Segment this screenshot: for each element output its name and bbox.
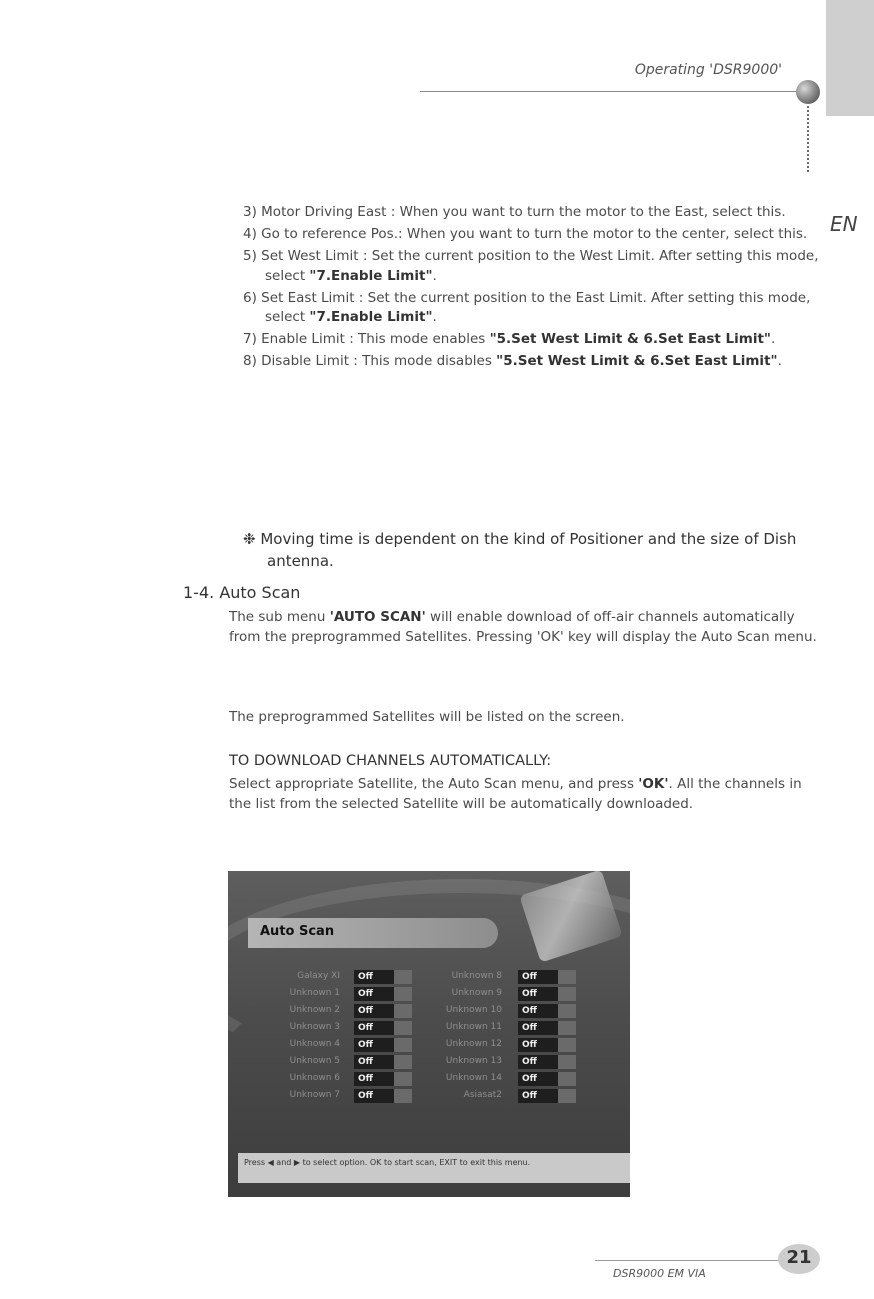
item-number: 6) [243,289,257,306]
list-item [243,247,823,286]
text-run: The sub menu [229,609,330,625]
language-tab: EN [830,212,858,236]
text-run: . All the channels in the list from the selected Satellite will be automatically downloaded. [229,776,802,812]
satellite-name: Asiasat2 [463,1090,502,1100]
item-tail: . [777,353,782,369]
item-text: Go to reference Pos.: When you want to turn the motor to the center, select this. [261,226,808,242]
scan-option-value[interactable]: Off [354,1038,412,1052]
item-bold-text: "7.Enable Limit" [309,267,433,284]
list-item [243,330,823,350]
item-bold-text: "7.Enable Limit" [309,309,433,325]
item-number: 4) [243,226,257,242]
satellite-name: Unknown 7 [289,1090,340,1100]
item-text: Set East Limit : Set the current position to the East Limit. After setting this mode, select [261,289,811,325]
bold-text: 'OK' [638,776,669,792]
note-text: Moving time is dependent on the kind of Positioner and the size of Dish antenna. [260,530,797,570]
scan-option-value[interactable]: Off [518,1038,576,1052]
satellite-name: Unknown 8 [451,971,502,981]
footer-model: DSR9000 EM VIA [613,1267,706,1280]
scan-option-value[interactable]: Off [518,1055,576,1069]
text-run: Select appropriate Satellite, the Auto Scan menu, and press [229,776,639,792]
text-run: will enable download of off-air channels automatically from the preprogrammed Satellites. Pressing 'OK' key will display the Auto Scan menu. [229,609,817,645]
scan-option-value[interactable]: Off [518,987,576,1001]
scan-option-value[interactable]: Off [354,970,412,984]
satellite-name: Unknown 11 [445,1022,502,1032]
item-bold-text: "5.Set West Limit & 6.Set East Limit" [496,353,778,369]
bold-text: 'AUTO SCAN' [329,609,426,625]
list-item [243,352,823,372]
satellite-name: Unknown 10 [445,1005,502,1015]
satellite-name: Unknown 3 [289,1022,340,1032]
list-item [243,289,823,328]
section-title: Auto Scan [219,583,301,602]
item-tail: . [432,267,437,284]
intro-paragraph [229,608,819,647]
scan-option-value[interactable]: Off [354,1089,412,1103]
instructions-paragraph [229,775,819,814]
motor-mode-list [243,203,823,374]
scan-option-value[interactable]: Off [354,1072,412,1086]
list-item [243,225,823,245]
note-symbol-icon: ❉ [243,530,256,548]
item-tail: . [432,309,437,325]
item-text: Enable Limit : This mode enables [261,331,486,347]
scan-option-value[interactable]: Off [518,1089,576,1103]
help-text: Press ◀ and ▶ to select option. OK to start scan, EXIT to exit this menu. [244,1158,531,1167]
subheading: TO DOWNLOAD CHANNELS AUTOMATICALLY: [229,753,552,769]
item-number: 7) [243,331,257,347]
satellite-name: Unknown 2 [289,1005,340,1015]
note [243,528,827,572]
satellite-name: Unknown 5 [289,1056,340,1066]
section-heading [183,583,300,602]
item-tail: . [770,331,776,347]
satellite-name: Unknown 1 [289,988,340,998]
satellite-name: Unknown 4 [289,1039,340,1049]
item-text: Motor Driving East : When you want to turn the motor to the East, select this. [261,204,786,220]
header-rule [420,91,798,92]
scan-option-value[interactable]: Off [518,970,576,984]
satellite-name: Unknown 9 [451,988,502,998]
item-text: Disable Limit : This mode disables [261,353,492,369]
scan-option-value[interactable]: Off [354,1004,412,1018]
item-number: 3) [243,204,257,220]
list-item [243,203,823,223]
scan-option-value[interactable]: Off [354,1021,412,1035]
footer-rule [595,1260,787,1261]
scan-option-value[interactable]: Off [354,987,412,1001]
running-header: Operating 'DSR9000' [634,62,782,78]
corner-page-tab [826,0,874,116]
header-ball-ornament [796,80,820,104]
menu-title: Auto Scan [260,924,335,939]
item-number: 8) [243,353,257,369]
item-number: 5) [243,248,257,264]
auto-scan-screenshot [228,871,630,1197]
header-dotted-line [807,106,809,172]
scan-option-value[interactable]: Off [518,1021,576,1035]
satellite-name: Unknown 13 [445,1056,502,1066]
scan-option-value[interactable]: Off [354,1055,412,1069]
listing-paragraph: The preprogrammed Satellites will be listed on the screen. [229,709,625,725]
section-number: 1-4. [183,583,215,602]
satellite-name: Unknown 14 [445,1073,502,1083]
satellite-name: Unknown 6 [289,1073,340,1083]
scan-option-value[interactable]: Off [518,1072,576,1086]
satellite-name: Unknown 12 [445,1039,502,1049]
item-text: Set West Limit : Set the current position to the West Limit. After setting this mode, select [261,248,819,284]
scan-option-value[interactable]: Off [518,1004,576,1018]
satellite-name: Galaxy XI [297,971,340,981]
item-bold-text: "5.Set West Limit & 6.Set East Limit" [489,331,771,347]
page-number: 21 [786,1247,812,1268]
